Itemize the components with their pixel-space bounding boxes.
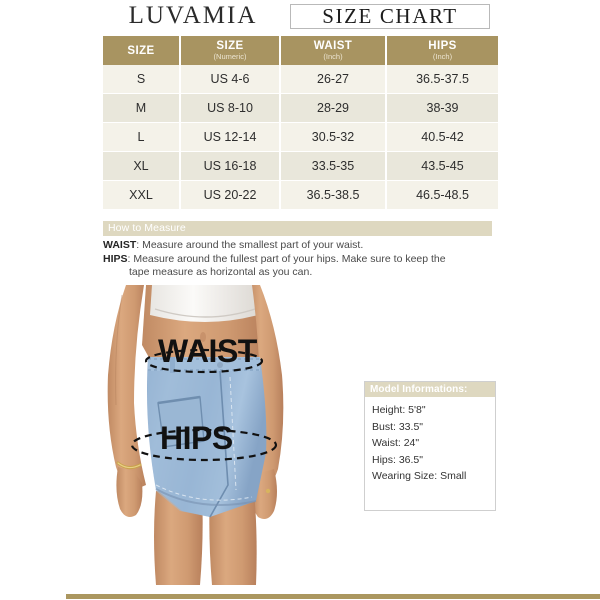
table-header-row [103, 36, 498, 65]
column-header-hips: HIPS (Inch) [387, 36, 498, 65]
measure-hips-label: HIPS [103, 252, 128, 265]
cell-waist: 26-27 [281, 65, 387, 94]
measure-hips-continuation: tape measure as horizontal as you can. [129, 266, 313, 278]
photo-label-hips: HIPS [160, 420, 233, 456]
cell-numeric: US 16-18 [181, 152, 281, 181]
measure-waist-line [103, 239, 503, 253]
model-information-heading: Model Informations: [365, 382, 495, 397]
how-to-measure-body [103, 239, 503, 280]
table-row [103, 181, 498, 210]
column-header-size: SIZE [103, 36, 181, 65]
model-info-bust: Bust: 33.5" [372, 420, 424, 433]
measure-hips-text: : Measure around the fullest part of your hips. Make sure to keep the [127, 252, 446, 265]
table-row [103, 123, 498, 152]
cell-waist: 36.5-38.5 [281, 181, 387, 210]
size-chart-title-box [290, 4, 490, 29]
cell-numeric: US 4-6 [181, 65, 281, 94]
measure-waist-label: WAIST [103, 239, 137, 251]
photo-label-waist: WAIST [158, 333, 257, 369]
cell-numeric: US 20-22 [181, 181, 281, 210]
table-row [103, 65, 498, 94]
brand-logo: LUVAMIA [128, 2, 258, 29]
measure-waist-text: : Measure around the smallest part of your waist. [136, 239, 364, 251]
how-to-measure-heading: How to Measure [108, 222, 186, 234]
header [0, 0, 600, 34]
column-header-waist: WAIST (Inch) [281, 36, 387, 65]
column-header-size-numeric: SIZE (Numeric) [181, 36, 281, 65]
cell-size: M [103, 94, 181, 123]
cell-size: XXL [103, 181, 181, 210]
how-to-measure-heading-bar [103, 221, 492, 236]
measure-hips-line [103, 253, 503, 267]
cell-hips: 46.5-48.5 [387, 181, 498, 210]
model-info-wearing-size: Wearing Size: Small [372, 470, 467, 482]
cell-hips: 43.5-45 [387, 152, 498, 181]
model-information-list [365, 397, 495, 485]
cell-numeric: US 8-10 [181, 94, 281, 123]
table-row [103, 94, 498, 123]
model-info-hips: Hips: 36.5" [372, 453, 424, 466]
cell-size: L [103, 123, 181, 152]
cell-hips: 38-39 [387, 94, 498, 123]
cell-hips: 40.5-42 [387, 123, 498, 152]
model-info-height: Height: 5'8" [372, 404, 426, 416]
cell-waist: 28-29 [281, 94, 387, 123]
model-information-box [364, 381, 496, 511]
page-title: SIZE CHART [322, 4, 458, 28]
cell-waist: 33.5-35 [281, 152, 387, 181]
cell-size: XL [103, 152, 181, 181]
cell-waist: 30.5-32 [281, 123, 387, 152]
cell-hips: 36.5-37.5 [387, 65, 498, 94]
model-info-waist: Waist: 24" [372, 437, 420, 449]
cell-size: S [103, 65, 181, 94]
size-table [103, 36, 492, 210]
table-row [103, 152, 498, 181]
cell-numeric: US 12-14 [181, 123, 281, 152]
bottom-accent-bar [66, 594, 600, 599]
